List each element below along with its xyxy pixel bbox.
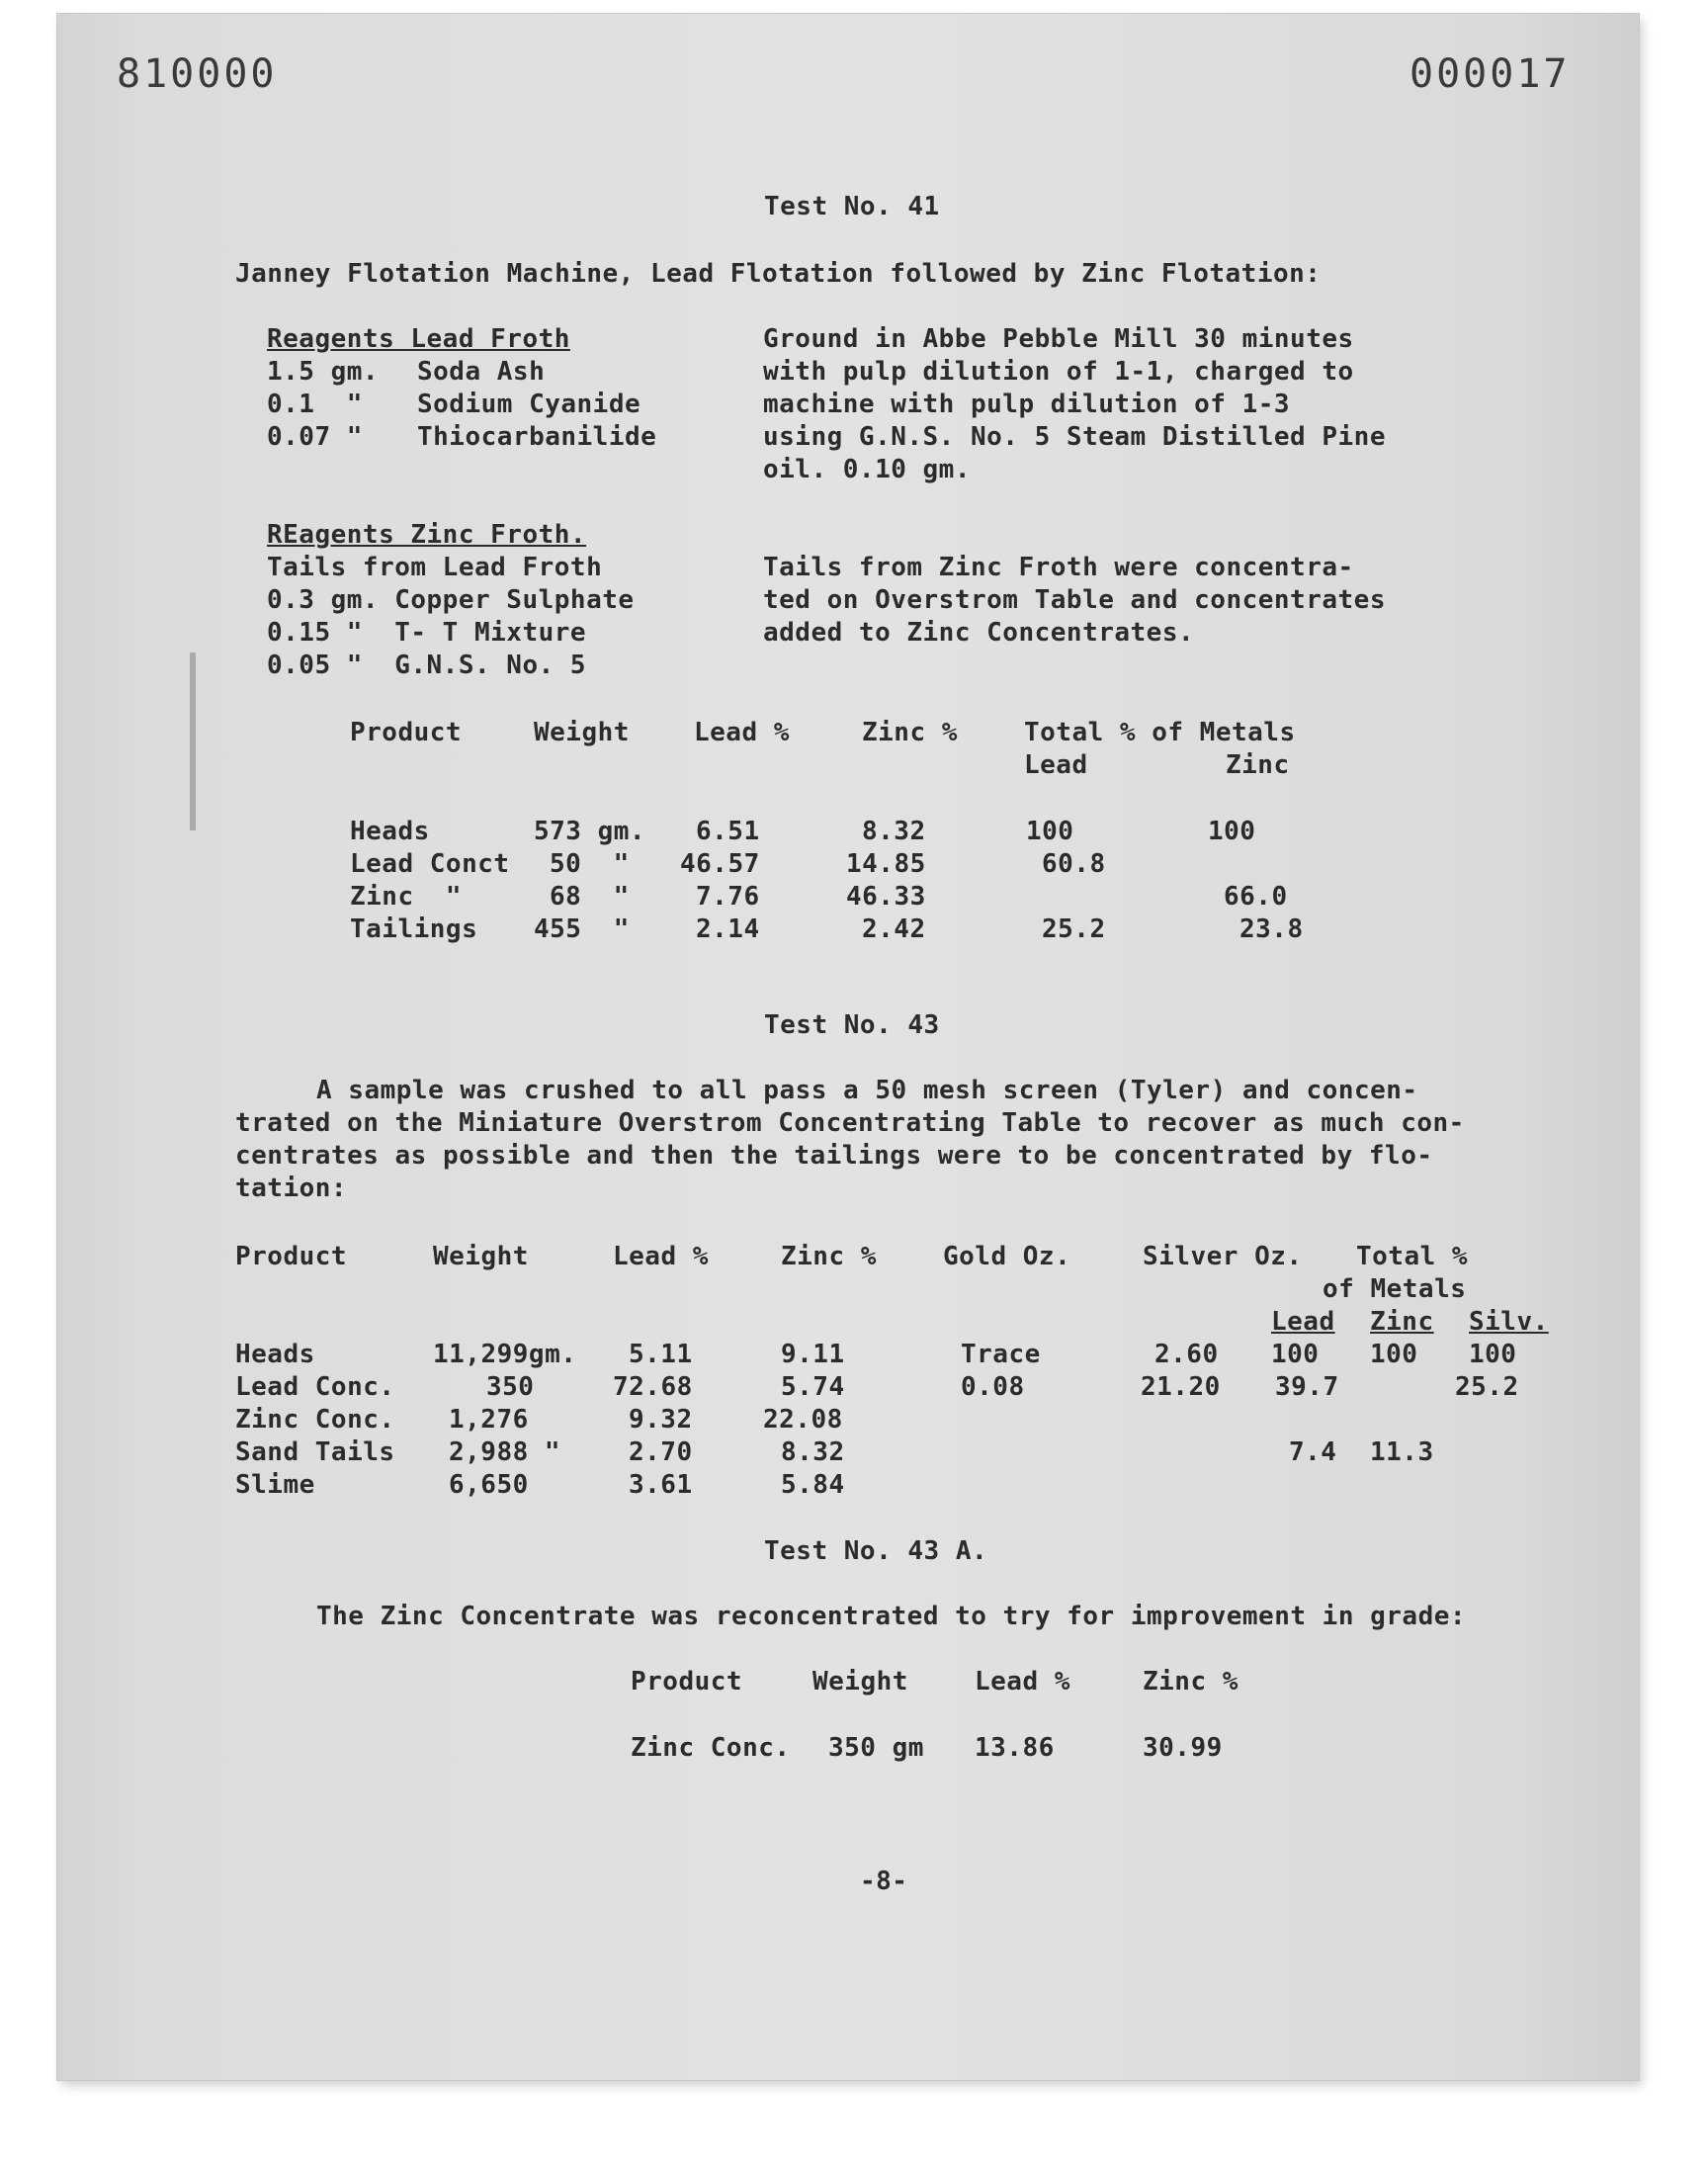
t43a-header: Zinc %	[1143, 1667, 1238, 1696]
t41-cell: 2.42	[862, 914, 926, 944]
lead-reagent-name: Soda Ash	[417, 357, 546, 387]
t43-cell: 6,650	[449, 1470, 529, 1500]
lead-reagent-name: Thiocarbanilide	[417, 422, 657, 452]
lead-reagent-qty: 1.5 gm.	[267, 357, 380, 387]
t41-cell: 100	[1208, 817, 1256, 846]
t43-cell: 3.61	[629, 1470, 693, 1500]
t43-header: Product	[235, 1242, 348, 1271]
t43a-header: Lead %	[975, 1667, 1070, 1696]
t41-cell: 68 "	[550, 882, 630, 912]
t41-cell: 2.14	[696, 914, 760, 944]
t43-cell: 100	[1370, 1340, 1418, 1369]
t41-cell: 455 "	[534, 914, 630, 944]
t41-cell: Tailings	[350, 914, 478, 944]
test43-paragraph-line: centrates as possible and then the tailings were to be concentrated by flo-	[235, 1141, 1433, 1171]
t43-cell: 72.68	[613, 1372, 693, 1402]
t43a-header: Weight	[812, 1667, 908, 1696]
t41-header: Zinc %	[862, 718, 958, 747]
t43-header: Gold Oz.	[943, 1242, 1071, 1271]
lead-reagent-qty: 0.1 "	[267, 390, 363, 419]
t43-cell: 2.60	[1154, 1340, 1219, 1369]
t41-cell: 50 "	[550, 849, 630, 879]
t41-cell: 66.0	[1224, 882, 1288, 912]
stamp-number-left: 810000	[117, 51, 278, 97]
t43-cell: 5.11	[629, 1340, 693, 1369]
t43-cell: 25.2	[1455, 1372, 1519, 1402]
t43-cell: 5.84	[781, 1470, 845, 1500]
test43a-title: Test No. 43 A.	[764, 1536, 988, 1566]
test43-title: Test No. 43	[764, 1010, 940, 1040]
t41-header: Weight	[534, 718, 630, 747]
lead-note-line: machine with pulp dilution of 1-3	[763, 390, 1291, 419]
zinc-reagent-line: Tails from Lead Froth	[267, 553, 603, 582]
t41-subheader: Zinc	[1226, 750, 1290, 780]
test41-heading: Janney Flotation Machine, Lead Flotation followed by Zinc Flotation:	[235, 259, 1322, 289]
zinc-reagent-line: 0.05 " G.N.S. No. 5	[267, 651, 587, 680]
t41-cell: 8.32	[862, 817, 926, 846]
zinc-reagent-line: 0.15 " T- T Mixture	[267, 618, 587, 648]
test43-paragraph-line: trated on the Miniature Overstrom Concentrating Table to recover as much con-	[235, 1108, 1465, 1138]
t43a-cell: 350 gm	[828, 1733, 924, 1763]
t41-subheader: Lead	[1024, 750, 1088, 780]
t41-cell: 100	[1026, 817, 1074, 846]
t43-cell: 22.08	[763, 1405, 843, 1435]
t43-cell: 21.20	[1141, 1372, 1221, 1402]
t43-header: Lead %	[613, 1242, 709, 1271]
t43-cell: 2.70	[629, 1437, 693, 1467]
t41-cell: 573 gm.	[534, 817, 646, 846]
t43-subheader: Silv.	[1469, 1307, 1549, 1337]
t43-cell: 9.11	[781, 1340, 845, 1369]
t43-cell: 8.32	[781, 1437, 845, 1467]
t41-cell: 25.2	[1042, 914, 1106, 944]
t43-header: Weight	[433, 1242, 529, 1271]
t43-cell: 9.32	[629, 1405, 693, 1435]
t41-cell: 60.8	[1042, 849, 1106, 879]
t43-cell: 39.7	[1275, 1372, 1339, 1402]
t43-cell: Sand Tails	[235, 1437, 395, 1467]
t43a-cell: 30.99	[1143, 1733, 1223, 1763]
t43-cell: 350	[486, 1372, 535, 1402]
t43-cell: 5.74	[781, 1372, 845, 1402]
t43-cell: Heads	[235, 1340, 315, 1369]
t41-cell: Lead Conct	[350, 849, 510, 879]
zinc-note-line: added to Zinc Concentrates.	[763, 618, 1195, 648]
t43-header: Zinc %	[781, 1242, 877, 1271]
t43-cell: Zinc Conc.	[235, 1405, 395, 1435]
t43-cell: 11.3	[1370, 1437, 1434, 1467]
t43-cell: 1,276	[449, 1405, 529, 1435]
margin-mark	[190, 652, 196, 830]
zinc-note-line: Tails from Zinc Froth were concentra-	[763, 553, 1354, 582]
test43-paragraph-line: tation:	[235, 1174, 348, 1203]
lead-reagent-qty: 0.07 "	[267, 422, 363, 452]
t43-cell: Slime	[235, 1470, 315, 1500]
t43-header: Silver Oz.	[1143, 1242, 1303, 1271]
test43a-sentence: The Zinc Concentrate was reconcentrated to try for improvement in grade:	[316, 1602, 1467, 1631]
t43-header: of Metals	[1323, 1274, 1467, 1304]
t41-cell: 14.85	[846, 849, 926, 879]
lead-note-line: using G.N.S. No. 5 Steam Distilled Pine	[763, 422, 1386, 452]
lead-note-line: Ground in Abbe Pebble Mill 30 minutes	[763, 324, 1354, 354]
zinc-note-line: ted on Overstrom Table and concentrates	[763, 585, 1386, 615]
t43-cell: 11,299gm.	[433, 1340, 577, 1369]
t41-cell: 7.76	[696, 882, 760, 912]
t41-header: Product	[350, 718, 463, 747]
t43-cell: 100	[1469, 1340, 1517, 1369]
t43-cell: 0.08	[961, 1372, 1025, 1402]
t41-cell: 46.57	[680, 849, 760, 879]
t41-cell: 23.8	[1239, 914, 1304, 944]
t43-header: Total %	[1356, 1242, 1469, 1271]
t43-cell: Trace	[961, 1340, 1041, 1369]
lead-note-line: oil. 0.10 gm.	[763, 455, 971, 484]
stamp-number-right: 000017	[1409, 51, 1571, 97]
t41-cell: 6.51	[696, 817, 760, 846]
t43-subheader: Lead	[1271, 1307, 1335, 1337]
test41-title: Test No. 41	[764, 192, 940, 221]
test43-paragraph-line: A sample was crushed to all pass a 50 mesh screen (Tyler) and concen-	[316, 1076, 1418, 1105]
t43-cell: 7.4	[1289, 1437, 1337, 1467]
zinc-reagents-title: REagents Zinc Froth.	[267, 520, 587, 550]
t43-cell: Lead Conc.	[235, 1372, 395, 1402]
t41-header: Total % of Metals	[1024, 718, 1296, 747]
t43a-cell: 13.86	[975, 1733, 1055, 1763]
t41-cell: Zinc "	[350, 882, 463, 912]
lead-reagents-title: Reagents Lead Froth	[267, 324, 570, 354]
t41-cell: 46.33	[846, 882, 926, 912]
t43-subheader: Zinc	[1370, 1307, 1434, 1337]
t41-cell: Heads	[350, 817, 430, 846]
zinc-reagent-line: 0.3 gm. Copper Sulphate	[267, 585, 635, 615]
t43a-header: Product	[631, 1667, 743, 1696]
t43-cell: 100	[1271, 1340, 1320, 1369]
t41-header: Lead %	[694, 718, 790, 747]
t43a-cell: Zinc Conc.	[631, 1733, 791, 1763]
t43-cell: 2,988 "	[449, 1437, 561, 1467]
page-number: -8-	[860, 1867, 908, 1896]
lead-reagent-name: Sodium Cyanide	[417, 390, 641, 419]
lead-note-line: with pulp dilution of 1-1, charged to	[763, 357, 1354, 387]
